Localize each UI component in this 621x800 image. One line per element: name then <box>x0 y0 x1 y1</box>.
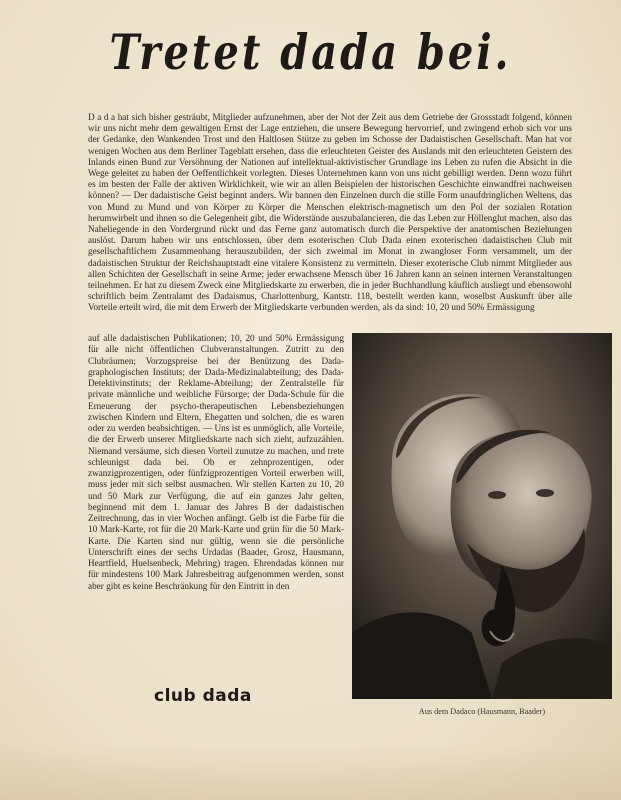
photograph <box>352 333 612 699</box>
photo-caption: Aus dem Dadaco (Hausmann, Baader) <box>418 707 546 716</box>
club-dada-label: club dada <box>154 686 252 706</box>
intro-paragraph: D a d a hat sich bisher gesträubt, Mitglieder aufzunehmen, aber der Not der Zeit aus dem Getriebe der Grossstadt folgend, können wir uns nicht mehr dem gewaltigen Ernst der Lage entziehen, die unsere Bewegung hervorrief, und zwingend erhob sich vor uns der Gedanke, den Wankenden Trost und den Haltlosen Stütze zu geben im Schosse der Dadaistischen Gesellschaft. Man hat vor wenigen Wochen aus dem Berliner Tageblatt ersehen, dass die erleuchteten Geister des Auslands mit den erleuchteten Geistern des Inlands einen Bund zur Versöhnung der Nationen auf intellektual-aktivistischer Grundlage ins Leben zu rufen die Absicht in die Wege geleitet zu haben der Oeffentlichkeit vorlegten. Dieses Unternehmen kann von uns nicht gebilligt werden. Denn wozu führt es im besten der Falle der aktiven Wirklichkeit, wie wir an allen Beispielen der historischen Geschichte einwandfrei nachweisen können? — Der dadaistische Geist beginnt anders. Wir bannen den Einzelnen durch die stille Form unaufdringlichen Weltens, das von Mund zu Mund und von Körper zu Körper die Menschen elektrisch-magnetisch um den Pol der sozialen Rotation herumwirbelt und ihnen so die Gelegenheit gibt, die Widerstände auszubalancieren, die das Leben zur Höllenglut machen, also das Naheliegende in den Vordergrund rückt und das Ferne ganz automatisch durch die Perspektive der anatomischen Beziehungen auslöst. Darum haben wir uns entschlossen, über dem esoterischen Club Dada einen exoterischen dadaistischen Club mit gesellschaftlichem Zusammenhang herauszubilden, der sich zweimal im Monat in zwangloser Form versammelt, um der dadaistischen Struktur der Reichshauptstadt eine vitalere Konsistenz zu vermitteln. Dieser exoterische Club nimmt Mitglieder aus allen Schichten der Gesellschaft in seine Arme; jeder erwachsene Mensch über 16 Jahren kann an seinen internen Veranstaltungen teilnehmen. Er hat zu diesem Zweck eine Mitgliedskarte zu erwerben, die in jeder Buchhandlung käuflich ausliegt und ebensowohl schriftlich beim Zentralamt des Dadaismus, Charlottenburg, Kantstr. 118, bestellt werden kann, woselbst Auskunft über alle Vorteile erteilt wird, die mit dem Erwerb der Mitgliedskarte verbunden werden, als da sind: 10, 20 und 50% Ermässigung <box>88 112 572 313</box>
headline: Tretet dada bei. <box>109 24 512 82</box>
column-paragraph: auf alle dadaistischen Publikationen; 10, 20 und 50% Ermässigung für alle nicht öffentlichen Clubveranstaltungen. Zutritt zu den Clubräumen; Vorzugspreise bei der Benützung des Dada-graphologischen Instituts; der Dada-Medizinalabteilung; des Dada-Detektivinstituts; der Reklame-Abteilung; der Zentralstelle für private männliche und weibliche Fürsorge; der Dada-Schule für die Erneuerung der psycho-therapeutischen Lebensbeziehungen zwischen Kindern und Eltern, Ehegatten und solchen, die es waren oder zu werden beabsichtigen. — Uns ist es unmöglich, alle Vorteile, die der Erwerb unserer Mitgliedskarte nach sich zieht, aufzuzählen. Niemand versäume, sich diesen Vorteil zunutze zu machen, und trete schleunigst dada bei. Ob er zehnprozentigen, oder zwanzigprozentigen, oder fünfzigprozentigen Vorteil erwerben will, muss jeder mit sich selbst ausmachen. Wir stellen Karten zu 10, 20 und 50 Mark zur Verfügung, die auf ein ganzes Jahr gelten, beginnend mit dem 1. Januar des Jahres B der dadaistischen Zeitrechnung, das in vier Wochen anfängt. Gelb ist die Farbe für die 10 Mark-Karte, rot für die 20 Mark-Karte und grün für die 50 Mark-Karte. Die Karten sind nur gültig, wenn sie die persönliche Unterschrift eines der sechs Urdadas (Baader, Grosz, Hausmann, Heartfield, Huelsenbeck, Mehring) tragen. Ehrendadas können nur für mindestens 100 Mark Jahresbeitrag aufgenommen werden, sonst aber gibt es keine Beschränkung für den Eintritt in den <box>88 333 344 591</box>
photo-hausmann-baader-image <box>352 333 612 699</box>
paper-stain <box>0 745 621 800</box>
